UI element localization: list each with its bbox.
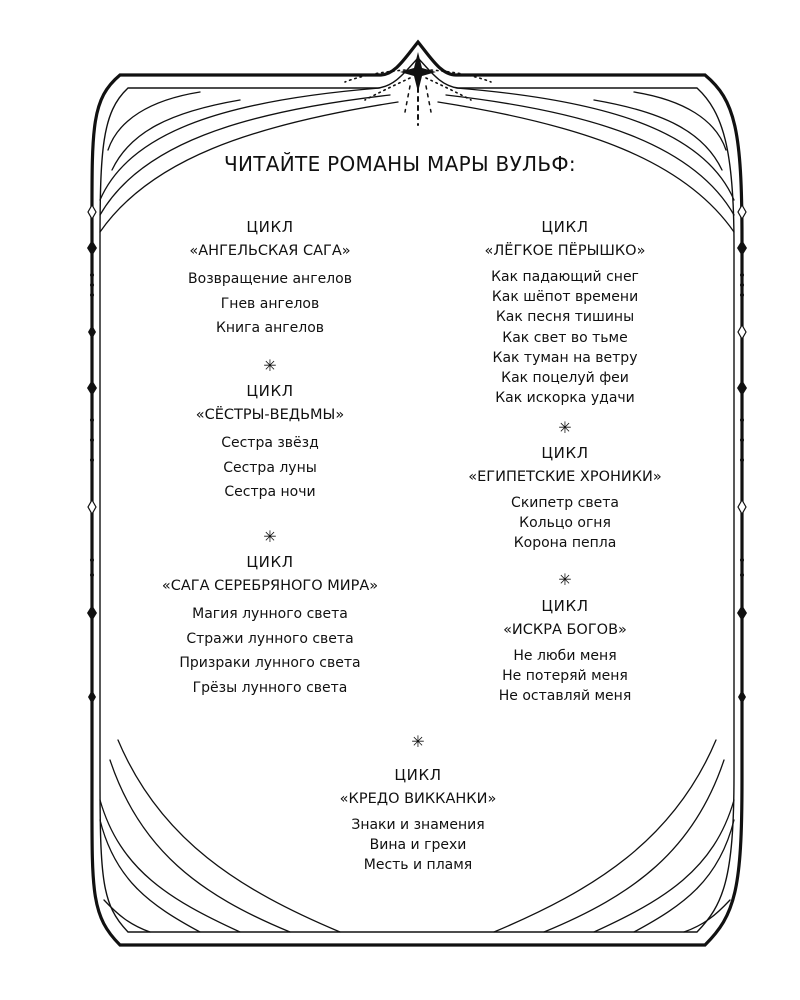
book-title: Как песня тишины (495, 309, 635, 326)
cycle-label: ЦИКЛ (541, 444, 589, 462)
book-title: Как туман на ветру (492, 349, 638, 366)
book-title: Как свет во тьме (502, 329, 628, 346)
book-title: Как поцелуй феи (501, 370, 629, 387)
series-title: «САГА СЕРЕБРЯНОГО МИРА» (161, 578, 379, 594)
series-title: «ЛЁГКОЕ ПЁРЫШКО» (484, 243, 646, 259)
cycle-label: ЦИКЛ (246, 218, 294, 236)
series-title: «ИСКРА БОГОВ» (503, 622, 627, 638)
book-title: Возвращение ангелов (188, 271, 352, 287)
series-witch-sisters (145, 382, 395, 505)
cycle-label: ЦИКЛ (246, 382, 294, 400)
divider-star-icon: ✳ (558, 418, 572, 437)
book-title: Как искорка удачи (495, 390, 635, 407)
book-title: Магия лунного света (192, 606, 348, 622)
book-title: Месть и пламя (363, 857, 473, 874)
book-title: Знаки и знамения (351, 817, 485, 833)
book-title: Не люби меня (513, 648, 617, 664)
book-title: Кольцо огня (519, 515, 611, 532)
page-title: ЧИТАЙТЕ РОМАНЫ МАРЫ ВУЛЬФ: (224, 152, 576, 176)
divider-star-icon: ✳ (263, 356, 277, 375)
book-title: Вина и грехи (369, 837, 467, 854)
series-title: «ЕГИПЕТСКИЕ ХРОНИКИ» (468, 469, 662, 485)
book-title: Сестра звёзд (221, 435, 319, 451)
series-title: «СЁСТРЫ-ВЕДЬМЫ» (195, 407, 345, 423)
book-title: Призраки лунного света (179, 655, 361, 671)
book-title: Стражи лунного света (186, 630, 354, 647)
book-title: Не оставляй меня (498, 688, 632, 705)
book-title: Сестра ночи (224, 484, 316, 500)
cycle-label: ЦИКЛ (541, 597, 589, 615)
book-title: Как шёпот времени (491, 289, 639, 306)
cycle-label: ЦИКЛ (394, 766, 442, 784)
series-angel-saga (145, 218, 395, 341)
book-title: Как падающий снег (491, 269, 639, 285)
book-title: Не потеряй меня (502, 668, 628, 685)
series-egyptian-chronicles (425, 444, 705, 554)
divider-star-icon: ✳ (558, 570, 572, 589)
cycle-label: ЦИКЛ (541, 218, 589, 236)
cycle-label: ЦИКЛ (246, 553, 294, 571)
divider-star-icon: ✳ (263, 527, 277, 546)
book-title: Книга ангелов (215, 320, 325, 336)
book-title: Скипетр света (511, 495, 619, 511)
series-title: «АНГЕЛЬСКАЯ САГА» (189, 243, 351, 259)
book-title: Гнев ангелов (220, 295, 320, 312)
book-title: Грёзы лунного света (192, 679, 348, 696)
divider-star-icon: ✳ (411, 732, 425, 751)
series-wiccan-creed (293, 766, 543, 876)
book-title: Корона пепла (513, 535, 617, 552)
book-title: Сестра луны (223, 459, 317, 476)
series-silver-world-saga (105, 553, 435, 700)
series-spark-of-gods (440, 597, 690, 707)
series-light-feather (440, 218, 690, 408)
series-title: «КРЕДО ВИККАНКИ» (339, 791, 497, 807)
